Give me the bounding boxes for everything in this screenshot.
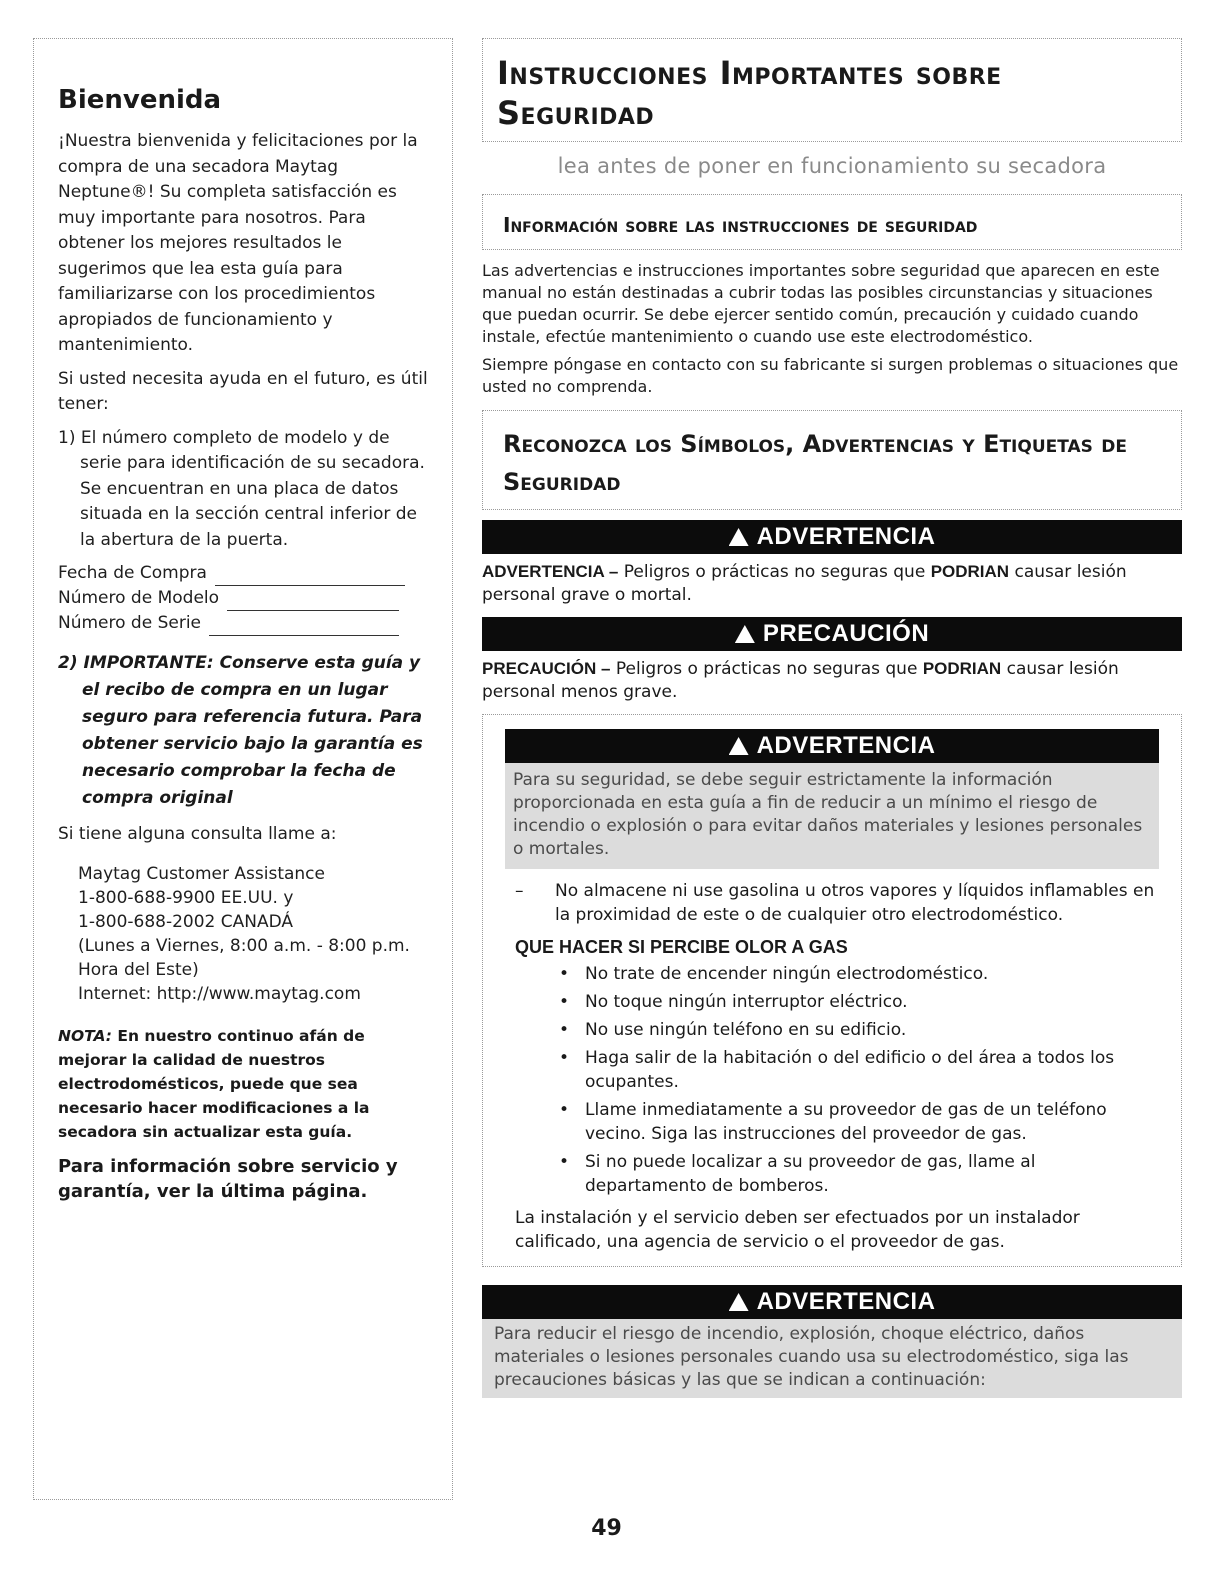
list-item-text: No trate de encender ningún electrodoméstico. xyxy=(585,964,989,984)
warning-def-emph: PODRIAN xyxy=(930,562,1010,581)
list-item xyxy=(505,1046,1159,1094)
warning-banner xyxy=(505,729,1159,763)
warning-triangle-icon xyxy=(729,737,749,755)
welcome-intro: ¡Nuestra bienvenida y felicitaciones por la compra de una secadora Maytag Neptune®! Su completa satisfacción es muy importante para nosotros. Para obtener los mejores resultados le sugerimos que lea esta guía para familiarizarse con los procedimientos apropiados de funcionamiento y mantenimiento. xyxy=(58,131,418,355)
nota-text: En nuestro continuo afán de mejorar la calidad de nuestros electrodomésticos, puede que sea necesario hacer modificaciones a la secadora sin actualizar esta guía. xyxy=(58,1026,370,1141)
warning-definition xyxy=(482,560,1182,607)
general-warning-block xyxy=(482,1285,1182,1398)
list-item xyxy=(505,1150,1159,1198)
contact-line: Hora del Este) xyxy=(78,959,199,980)
nota-paragraph xyxy=(58,1024,428,1144)
symbols-section-title: Reconozca los Símbolos, Advertencias y Etiquetas de Seguridad xyxy=(503,430,1128,496)
model-number-label: Número de Modelo xyxy=(58,588,220,608)
contact-line: 1-800-688-9900 EE.UU. y xyxy=(78,887,294,908)
info-paragraph-1: Las advertencias e instrucciones importantes sobre seguridad que aparecen en este manual no están destinadas a cubrir todas las posibles circunstancias y situaciones que puedan ocurrir. Se debe ejercer sentido común, precaución y cuidado cuando instale, efectúe mantenimiento o cuando use este electrodoméstico. xyxy=(482,261,1160,346)
caution-definition xyxy=(482,657,1182,704)
bullet-marker: • xyxy=(559,992,570,1012)
service-info: Para información sobre servicio y garantía, ver la última página. xyxy=(58,1155,398,1202)
main-title: Instrucciones Importantes sobre Seguridad xyxy=(497,54,1002,132)
serial-number-label: Número de Serie xyxy=(58,613,202,633)
list-item xyxy=(505,990,1159,1014)
list-item xyxy=(505,1018,1159,1042)
list-item xyxy=(505,1098,1159,1146)
model-number-blank xyxy=(227,592,399,611)
contact-block xyxy=(58,862,428,1006)
caution-def-text2: causar lesión personal menos grave. xyxy=(482,659,1119,702)
warning-banner xyxy=(482,520,1182,554)
warning-def-label: ADVERTENCIA – xyxy=(482,562,619,581)
caution-def-text1: Peligros o prácticas no seguras que xyxy=(610,659,923,679)
contact-line: Internet: http://www.maytag.com xyxy=(78,983,361,1004)
warning-banner xyxy=(482,1285,1182,1319)
warning-banner-label: ADVERTENCIA xyxy=(756,523,936,550)
contact-line: (Lunes a Viernes, 8:00 a.m. - 8:00 p.m. xyxy=(78,935,410,956)
info-section-header xyxy=(482,194,1182,250)
warning-def-text1: Peligros o prácticas no seguras que xyxy=(618,562,931,582)
info-paragraph-2: Siempre póngase en contacto con su fabricante si surgen problemas o situaciones que usted no comprenda. xyxy=(482,355,1179,396)
bullet-marker: • xyxy=(559,1152,570,1172)
caution-banner-label: PRECAUCIÓN xyxy=(762,620,930,647)
dash-item-text: No almacene ni use gasolina u otros vapores y líquidos inflamables en la proximidad de este o de cualquier otro electrodoméstico. xyxy=(555,881,1155,925)
symbols-section-header xyxy=(482,410,1182,510)
purchase-date-field xyxy=(58,561,428,586)
bullet-marker: • xyxy=(559,964,570,984)
welcome-column xyxy=(33,38,453,1500)
caution-banner xyxy=(482,617,1182,651)
welcome-title: Bienvenida xyxy=(58,85,222,115)
subtitle: lea antes de poner en funcionamiento su secadora xyxy=(557,154,1107,178)
consult-text: Si tiene alguna consulta llame a: xyxy=(58,824,337,844)
installation-note: La instalación y el servicio deben ser efectuados por un instalador calificado, una agencia de servicio o el proveedor de gas. xyxy=(515,1208,1080,1252)
caution-def-label: PRECAUCIÓN – xyxy=(482,659,611,678)
list-item-text: No use ningún teléfono en su edificio. xyxy=(585,1020,907,1040)
list-item-text: Si no puede localizar a su proveedor de gas, llame al departamento de bomberos. xyxy=(585,1152,1036,1196)
list-item-text: No toque ningún interruptor eléctrico. xyxy=(585,992,908,1012)
gas-section-title: QUE HACER SI PERCIBE OLOR A GAS xyxy=(515,937,848,957)
bullet-marker: • xyxy=(559,1100,570,1120)
list-item-text: Haga salir de la habitación o del edificio o del área a todos los ocupantes. xyxy=(585,1048,1115,1092)
caution-def-emph: PODRIAN xyxy=(922,659,1002,678)
serial-number-field xyxy=(58,611,428,636)
bullet-marker: • xyxy=(559,1048,570,1068)
list-item xyxy=(505,962,1159,986)
list-item-text: Llame inmediatamente a su proveedor de gas de un teléfono vecino. Siga las instrucciones del proveedor de gas. xyxy=(585,1100,1107,1144)
warning-triangle-icon xyxy=(729,528,749,546)
bullet-marker: • xyxy=(559,1020,570,1040)
fire-warning-box xyxy=(482,714,1182,1267)
item-1: 1) El número completo de modelo y de serie para identificación de su secadora. Se encuentran en una placa de datos situada en la sección central inferior de la abertura de la puerta. xyxy=(58,427,425,550)
general-warning-text: Para reducir el riesgo de incendio, explosión, choque eléctrico, daños materiales o lesiones personales cuando usa su electrodoméstico, siga las precauciones básicas y las que se indican a continuación: xyxy=(482,1319,1182,1398)
contact-line: 1-800-688-2002 CANADÁ xyxy=(78,911,294,932)
serial-number-blank xyxy=(209,617,399,636)
nota-label: NOTA: xyxy=(58,1026,113,1045)
item-2-important: 2) IMPORTANTE: Conserve esta guía y el recibo de compra en un lugar seguro para referencia futura. Para obtener servicio bajo la garantía es necesario comprobar la fecha de compra original xyxy=(58,653,423,808)
dash-marker: – xyxy=(515,881,524,901)
warning-triangle-icon xyxy=(735,625,755,643)
model-number-field xyxy=(58,586,428,611)
purchase-date-label: Fecha de Compra xyxy=(58,563,207,583)
need-help-text: Si usted necesita ayuda en el futuro, es útil tener: xyxy=(58,368,428,414)
page-number: 49 xyxy=(591,1516,622,1541)
warning-banner-label: ADVERTENCIA xyxy=(756,732,936,759)
warning-def-text2: causar lesión personal grave o mortal. xyxy=(482,562,1127,605)
dash-item xyxy=(505,879,1159,927)
contact-line: Maytag Customer Assistance xyxy=(78,863,325,884)
main-title-box xyxy=(482,38,1182,142)
purchase-date-blank xyxy=(215,567,405,586)
safety-column xyxy=(482,38,1182,1398)
warning-banner-label: ADVERTENCIA xyxy=(756,1288,936,1315)
fire-warning-text: Para su seguridad, se debe seguir estrictamente la información proporcionada en esta guía a fin de reducir a un mínimo el riesgo de incendio o explosión o para evitar daños materiales y lesiones personales o mortales. xyxy=(505,763,1159,869)
warning-triangle-icon xyxy=(729,1293,749,1311)
info-section-title: Información sobre las instrucciones de seguridad xyxy=(503,213,978,237)
